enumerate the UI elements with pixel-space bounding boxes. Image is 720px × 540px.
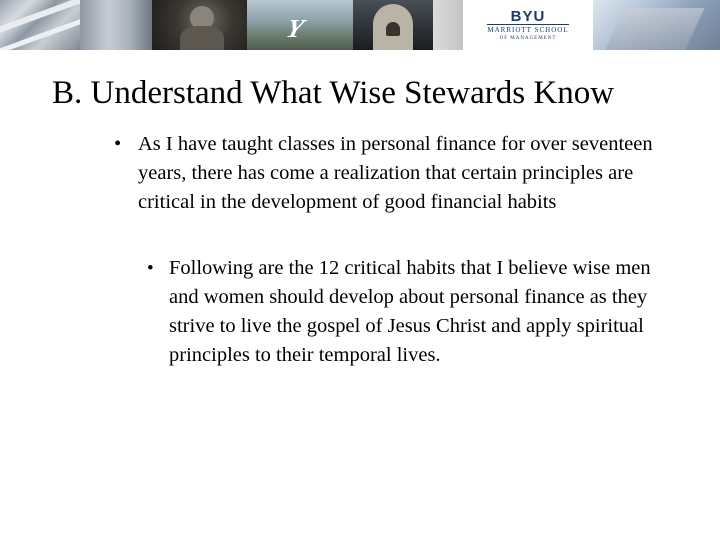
banner-spacer <box>433 0 463 50</box>
logo-management-text: OF MANAGEMENT <box>499 35 557 41</box>
bullet-icon: • <box>114 133 122 155</box>
sub-bullet-icon: • <box>147 258 154 279</box>
banner-photo-architecture <box>0 0 80 50</box>
header-banner <box>0 0 720 50</box>
statue-body <box>180 26 224 50</box>
banner-photo-bell <box>353 0 433 50</box>
banner-photo-building <box>593 0 720 50</box>
bullet-text: As I have taught classes in personal finance for over seventeen years, there has come a realization that certain principles are critical in the development of good financial habits <box>138 133 653 213</box>
byu-marriott-logo <box>463 0 593 50</box>
banner-photo-mountain-y <box>247 0 353 50</box>
banner-photo-columns <box>80 0 152 50</box>
bell-icon <box>386 22 400 36</box>
banner-photo-statue <box>152 0 247 50</box>
y-mountain-mark: Y <box>283 14 307 43</box>
bullet-item <box>114 130 658 217</box>
logo-school-text: MARRIOTT SCHOOL <box>487 25 569 34</box>
sub-bullet-text: Following are the 12 critical habits that I believe wise men and women should develop about personal finance as they strive to live the gospel of Jesus Christ and apply spiritual principles to their temporal lives. <box>169 257 651 366</box>
slide-title: B. Understand What Wise Stewards Know <box>52 75 615 111</box>
logo-byu-text: BYU <box>510 7 546 25</box>
sub-bullet-item <box>147 254 659 370</box>
